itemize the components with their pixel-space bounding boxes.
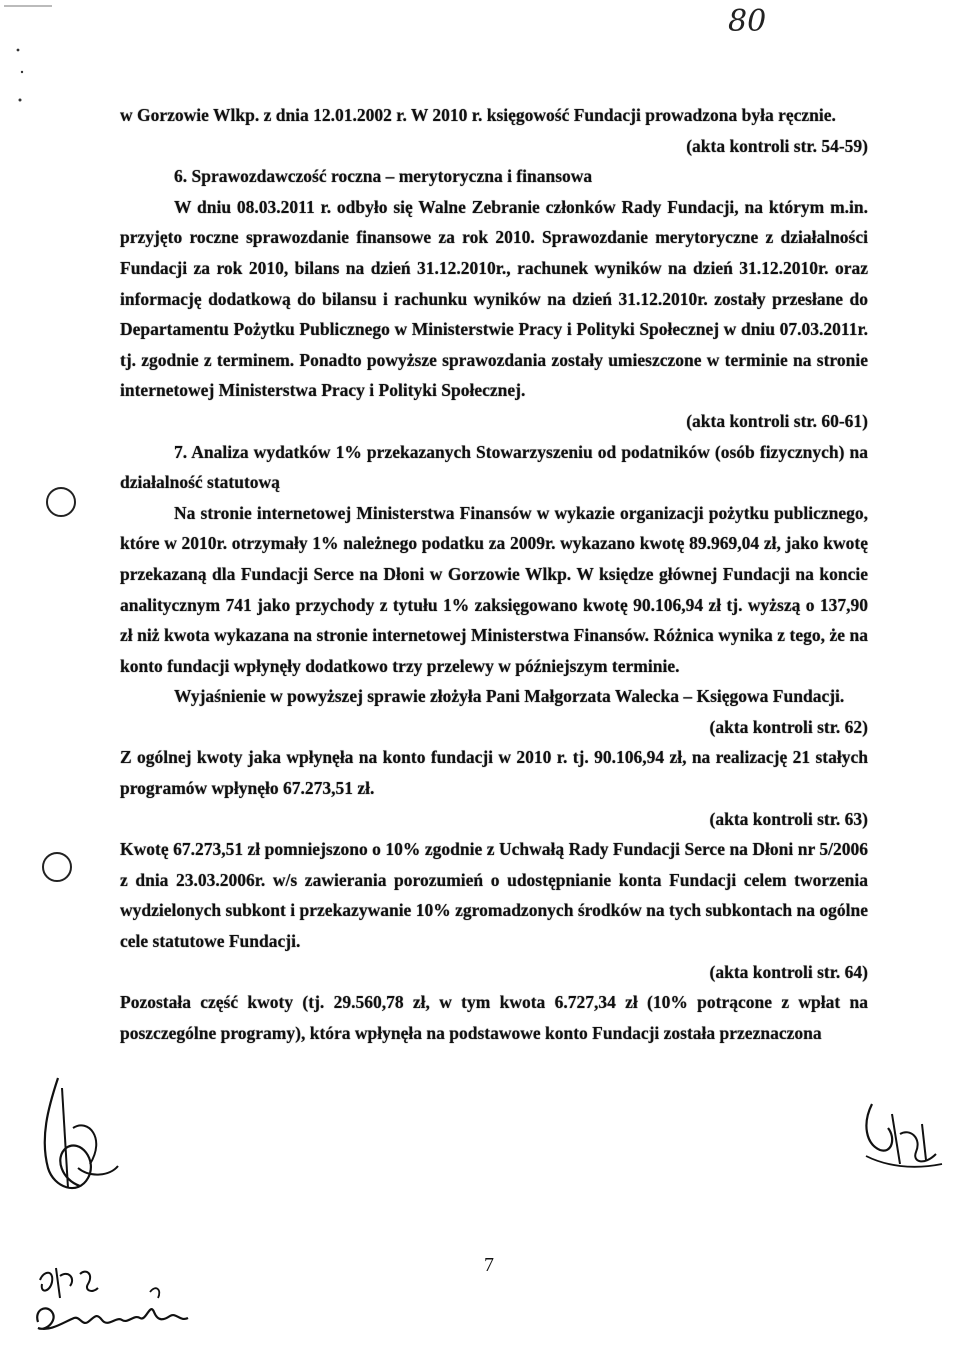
paragraph: Na stronie internetowej Ministerstwa Finansów w wykazie organizacji pożytku publicznego, które w 2010r. otrzymały 1% należnego podatku za 2009r. wykazano kwotę 89.969,04 zł, jako kwotę przekazaną dla Fundacji Serce na Dłoni w Gorzowie Wlkp. W księdze głównej Fundacji na koncie analitycznym 741 jako przychody z tytułu 1% zaksięgowano kwotę 90.106,94 zł tj. wyższą o 137,90 zł niż kwota wykazana na stronie internetowej Ministerstwa Finansów. Różnica wynika z tego, że na konto fundacji wpłynęły dodatkowo trzy przelewy w późniejszym terminie. <box>120 502 868 676</box>
paragraph: Wyjaśnienie w powyższej sprawie złożyła Pani Małgorzata Walecka – Księgowa Fundacji. <box>174 686 845 707</box>
folio-number: 80 <box>728 4 767 39</box>
document-body <box>120 100 868 1048</box>
initials-signature-left <box>18 1068 128 1218</box>
scan-edge-marks <box>4 4 64 129</box>
file-reference: (akta kontroli str. 54-59) <box>686 135 868 156</box>
file-reference: (akta kontroli str. 63) <box>709 808 868 829</box>
file-reference: (akta kontroli str. 60-61) <box>686 410 868 431</box>
paragraph: w Gorzowie Wlkp. z dnia 12.01.2002 r. W 2010 r. księgowość Fundacji prowadzona była ręcznie. <box>120 105 836 125</box>
handwritten-signature <box>30 1262 200 1348</box>
paragraph: Pozostała część kwoty (tj. 29.560,78 zł, w tym kwota 6.727,34 zł (10% potrącone z wpłat na poszczególne programy), która wpłynęła na podstawowe konto Fundacji została przeznaczona <box>120 992 868 1043</box>
section-heading: 6. Sprawozdawczość roczna – merytoryczna i finansowa <box>174 166 593 187</box>
file-reference: (akta kontroli str. 62) <box>709 716 868 737</box>
page-number: 7 <box>484 1254 494 1276</box>
punch-hole <box>42 852 72 882</box>
punch-hole <box>46 487 76 517</box>
paragraph: W dniu 08.03.2011 r. odbyło się Walne Zebranie członków Rady Fundacji, na którym m.in. przyjęto roczne sprawozdanie finansowe za rok 2010. Sprawozdanie merytoryczne z działalności Fundacji za rok 2010, bilans na dzień 31.12.2010r., rachunek wyników na dzień 31.12.2010r. oraz informację dodatkową do bilansu i rachunku wyników na dzień 31.12.2010r. zostały przesłane do Departamentu Pożytku Publicznego w Ministerstwie Pracy i Polityki Społecznej w dniu 07.03.2011r. tj. zgodnie z terminem. Ponadto powyższe sprawozdania zostały umieszczone w terminie na stronie internetowej Ministerstwa Pracy i Polityki Społecznej. <box>120 196 868 401</box>
paragraph: Kwotę 67.273,51 zł pomniejszono o 10% zgodnie z Uchwałą Rady Fundacji Serce na Dłoni nr 5/2006 z dnia 23.03.2006r. w/s zawierania porozumień o udostępnianie konta Fundacji celem tworzenia wydzielonych subkont i przekazywanie 10% zgromadzonych środków na tych subkontach na ogólne cele statutowe Fundacji. <box>120 839 868 952</box>
initials-signature-right <box>852 1094 952 1194</box>
paragraph: Z ogólnej kwoty jaka wpłynęła na konto fundacji w 2010 r. tj. 90.106,94 zł, na realizację 21 stałych programów wpłynęło 67.273,51 zł. <box>120 747 868 799</box>
section-heading: 7. Analiza wydatków 1% przekazanych Stowarzyszeniu od podatników (osób fizycznych) na działalność statutową <box>120 441 868 493</box>
file-reference: (akta kontroli str. 64) <box>709 961 868 982</box>
